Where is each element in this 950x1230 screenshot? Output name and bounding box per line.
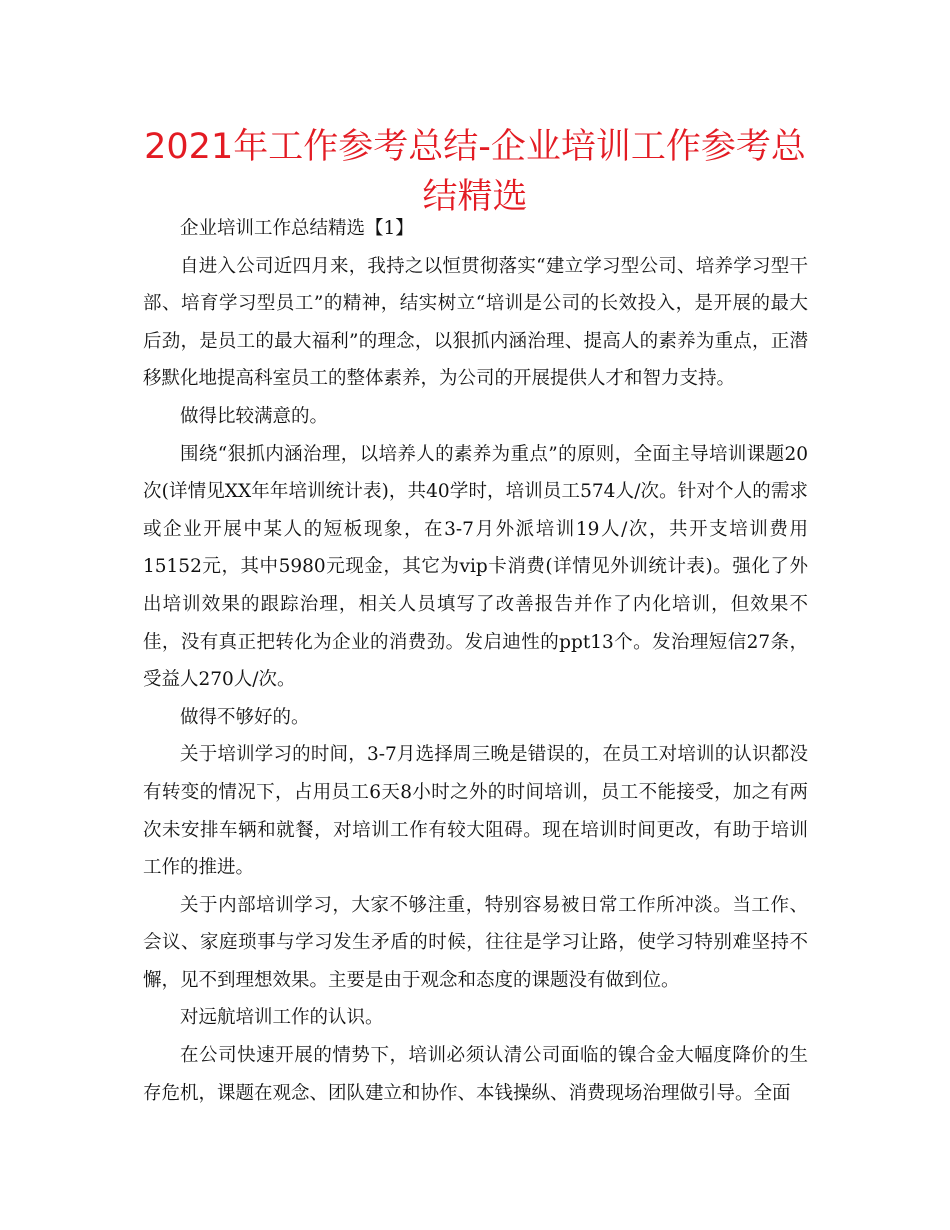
paragraph-section-heading: 企业培训工作总结精选【1】 <box>180 218 414 239</box>
paragraph-achievements: 围绕“狠抓内涵治理，以培养人的素养为重点”的原则，全面主导培训课题20次(详情见XX年年培训统计表)，共40学时，培训员工574人/次。针对个人的需求或企业开展中某人的短板现象，在3-7月外派培训19人/次，共开支培训费用15152元，其中5980元现金，其它为vip卡消费(详情见外训统计表)。强化了外出培训效果的跟踪治理，相关人员填写了改善报告并作了内化培训，但效果不佳，没有真正把转化为企业的消费劲。发启迪性的ppt13个。发治理短信27条，受益人270人/次。 <box>143 443 808 691</box>
document-body <box>143 210 808 1112</box>
paragraph-company-development: 在公司快速开展的情势下，培训必须认清公司面临的镍合金大幅度降价的生存危机，课题在观念、团队建立和协作、本钱操纵、消费现场治理做引导。全面 <box>143 1045 808 1104</box>
document-title: 2021年工作参考总结-企业培训工作参考总结精选 <box>144 127 806 217</box>
paragraph-heading-understanding: 对远航培训工作的认识。 <box>180 1007 384 1029</box>
paragraph-intro: 自进入公司近四月来，我持之以恒贯彻落实“建立学习型公司、培养学习型干部、培育学习型员工”的精神，结实树立“培训是公司的长效投入，是开展的最大后劲，是员工的最大福利”的理念，以狠抓内涵治理、提高人的素养为重点，正潜移默化地提高科室员工的整体素养，为公司的开展提供人才和智力支持。 <box>143 255 808 390</box>
paragraph-heading-shortcomings: 做得不够好的。 <box>180 706 310 728</box>
paragraph-internal-training: 关于内部培训学习，大家不够注重，特别容易被日常工作所冲淡。当工作、会议、家庭琐事与学习发生矛盾的时候，往往是学习让路，使学习特别难坚持不懈，见不到理想效果。主要是由于观念和态度的课题没有做到位。 <box>143 894 808 991</box>
paragraph-heading-satisfied: 做得比较满意的。 <box>180 405 329 427</box>
paragraph-training-time: 关于培训学习的时间，3-7月选择周三晚是错误的，在员工对培训的认识都没有转变的情况下，占用员工6天8小时之外的时间培训，员工不能接受，加之有两次未安排车辆和就餐，对培训工作有较大阻碍。现在培训时间更改，有助于培训工作的推进。 <box>143 744 808 879</box>
